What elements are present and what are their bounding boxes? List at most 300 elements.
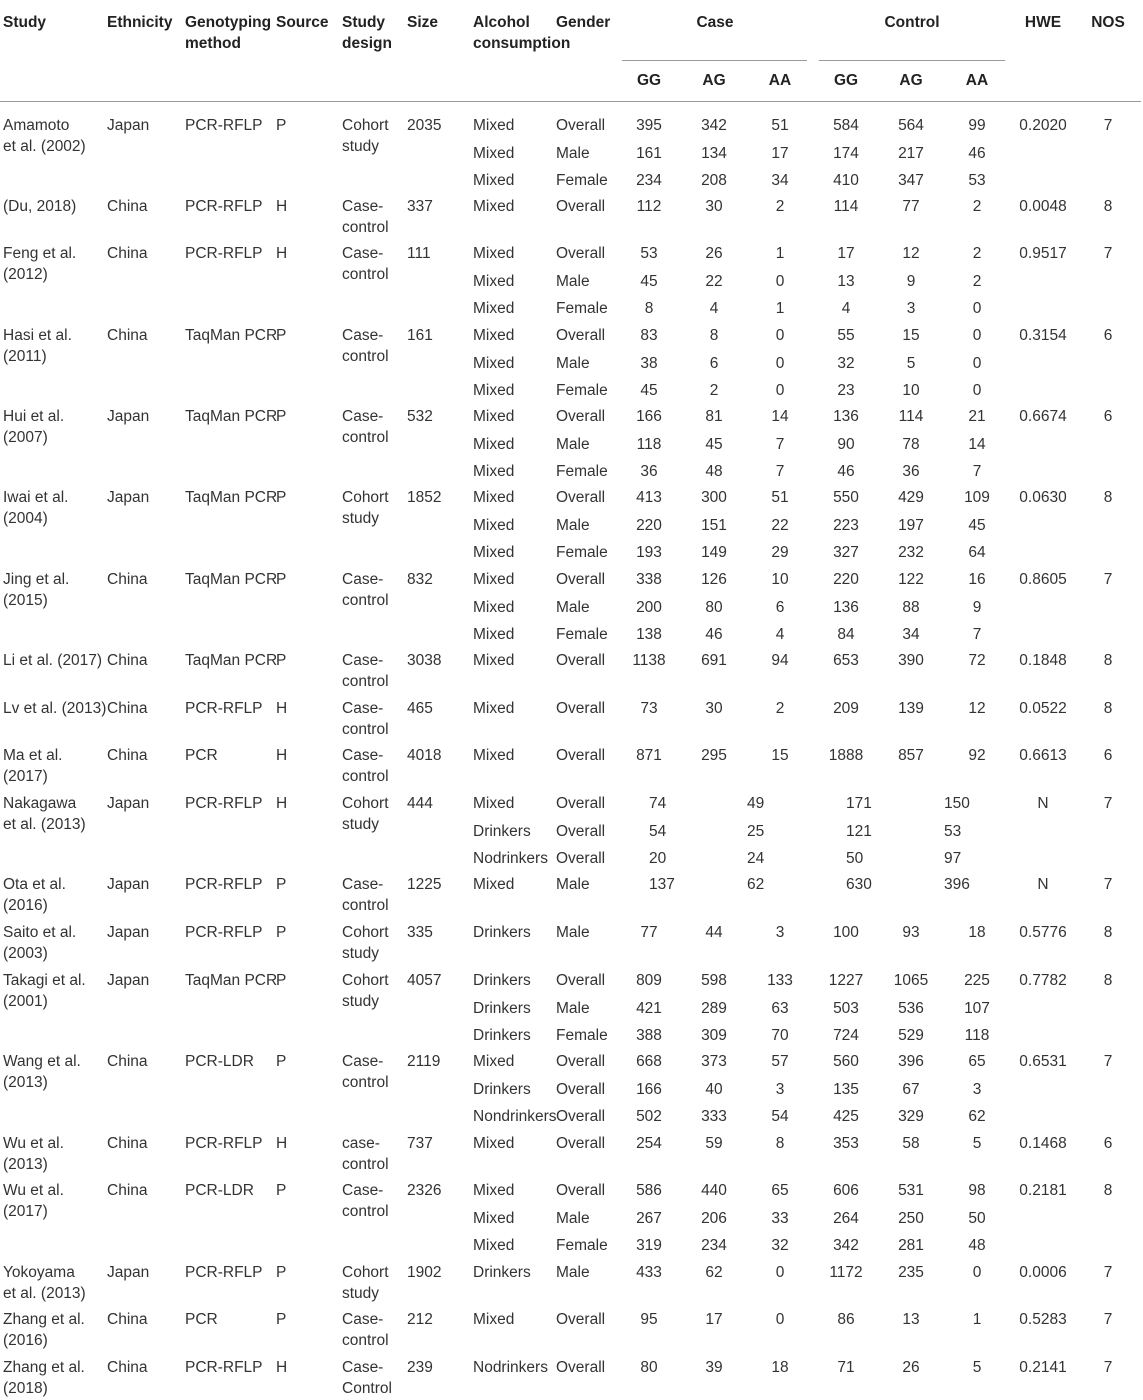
case-ag-header: AG — [702, 72, 726, 89]
case-count-cell: 77 — [640, 924, 658, 941]
gender-cell: Overall — [556, 1108, 606, 1125]
nos-cell: 7 — [1103, 1264, 1113, 1281]
study-name: Feng et al. — [3, 245, 77, 262]
nos-cell: 8 — [1103, 924, 1113, 941]
gender-cell: Male — [556, 355, 590, 372]
case-count-cell: 40 — [705, 1081, 723, 1098]
source-cell: P — [276, 972, 287, 989]
control-count-cell: 84 — [837, 626, 855, 643]
control-count-cell: 281 — [898, 1237, 924, 1254]
alcohol-cell: Drinkers — [473, 1027, 531, 1044]
control-count-cell: 12 — [968, 700, 986, 717]
case-count-cell: 395 — [636, 117, 662, 134]
hwe-cell: N — [1037, 795, 1049, 812]
study-design-cell: Case- — [342, 408, 384, 425]
case-count-cell: 161 — [636, 145, 662, 162]
gender-cell: Overall — [556, 1311, 606, 1328]
source-cell: P — [276, 876, 287, 893]
case-count-cell: 53 — [640, 245, 658, 262]
gender-cell: Male — [556, 517, 590, 534]
ethnicity-cell: Japan — [107, 876, 150, 893]
nos-cell: 7 — [1103, 571, 1113, 588]
study-design-cell: Case- — [342, 198, 384, 215]
case-count-cell: 440 — [701, 1182, 727, 1199]
size-cell: 737 — [407, 1135, 433, 1152]
control-count-cell: 109 — [964, 489, 990, 506]
control-count-cell: 86 — [837, 1311, 855, 1328]
source-cell: H — [276, 1359, 288, 1376]
col-header-control: Control — [884, 14, 940, 31]
study-design-cell: Case- — [342, 571, 384, 588]
control-count-cell: 26 — [902, 1359, 920, 1376]
gender-cell: Male — [556, 599, 590, 616]
genotyping-method-cell: PCR-RFLP — [185, 924, 263, 941]
case-count-cell: 80 — [705, 599, 723, 616]
alcohol-cell: Nodrinkers — [473, 1359, 548, 1376]
size-cell: 1225 — [407, 876, 442, 893]
ethnicity-cell: China — [107, 327, 148, 344]
study-design-cell: control — [342, 429, 389, 446]
study-name: et al. (2013) — [3, 1285, 86, 1302]
control-count-cell: 71 — [837, 1359, 855, 1376]
case-count-cell: 7 — [775, 436, 785, 453]
control-count-cell: 122 — [898, 571, 924, 588]
genotyping-method-cell: PCR-LDR — [185, 1182, 254, 1199]
ethnicity-cell: Japan — [107, 1264, 150, 1281]
case-count-cell: 80 — [640, 1359, 658, 1376]
genotyping-method-cell: PCR-RFLP — [185, 1359, 263, 1376]
study-name: (2016) — [3, 1332, 48, 1349]
genotyping-method-cell: PCR-LDR — [185, 1053, 254, 1070]
nos-cell: 6 — [1103, 1135, 1113, 1152]
control-count-cell: 23 — [837, 382, 855, 399]
alcohol-cell: Mixed — [473, 1135, 515, 1152]
ethnicity-cell: China — [107, 245, 148, 262]
hwe-cell: 0.2020 — [1019, 117, 1067, 134]
genotyping-method-cell: PCR-RFLP — [185, 700, 263, 717]
case-count-cell: 4 — [709, 300, 719, 317]
genotyping-method-cell: PCR-RFLP — [185, 1264, 263, 1281]
control-count-cell: 2 — [972, 273, 982, 290]
study-design-cell: Cohort — [342, 1264, 389, 1281]
case-count-cell: 112 — [636, 198, 662, 215]
study-design-cell: Case- — [342, 1359, 384, 1376]
col-header-study: Study — [3, 14, 47, 31]
case-count-cell: 254 — [636, 1135, 662, 1152]
case-count-cell: 118 — [636, 436, 662, 453]
alcohol-cell: Mixed — [473, 463, 515, 480]
study-design-cell: control — [342, 721, 389, 738]
study-name: Ota et al. — [3, 876, 66, 893]
case-count-cell: 14 — [771, 408, 789, 425]
col-header-alcohol-2: consumption — [473, 35, 571, 52]
case-count-cell: 17 — [705, 1311, 723, 1328]
source-cell: P — [276, 1264, 287, 1281]
gender-cell: Male — [556, 1210, 590, 1227]
control-count-cell: 857 — [898, 747, 924, 764]
control-count-cell: 48 — [968, 1237, 986, 1254]
source-cell: H — [276, 198, 288, 215]
control-count-cell: 2 — [972, 245, 982, 262]
study-name: Iwai et al. — [3, 489, 69, 506]
control-count-cell: 5 — [972, 1359, 982, 1376]
case-count-cell: 206 — [701, 1210, 727, 1227]
alcohol-cell: Mixed — [473, 300, 515, 317]
case-count-cell: 0 — [775, 327, 785, 344]
case-count-cell: 17 — [771, 145, 789, 162]
control-count-cell: 139 — [898, 700, 924, 717]
case-count-cell: 34 — [771, 172, 789, 189]
alcohol-cell: Mixed — [473, 1210, 515, 1227]
control-count-cell: 174 — [833, 145, 859, 162]
col-header-ethnicity: Ethnicity — [107, 14, 173, 31]
col-header-study-design-2: design — [342, 35, 392, 52]
study-name: Hasi et al. — [3, 327, 72, 344]
nos-cell: 7 — [1103, 117, 1113, 134]
col-header-genotyping-method-2: method — [185, 35, 241, 52]
case-count-cell: 598 — [701, 972, 727, 989]
gender-cell: Overall — [556, 117, 606, 134]
case-count-cell: 39 — [705, 1359, 723, 1376]
gender-cell: Female — [556, 463, 608, 480]
control-count-cell: 9 — [906, 273, 916, 290]
source-cell: H — [276, 1135, 288, 1152]
case-count-cell: 8 — [775, 1135, 785, 1152]
case-count-cell: 30 — [705, 198, 723, 215]
hwe-cell: 0.6674 — [1019, 408, 1067, 425]
genotyping-method-cell: PCR-RFLP — [185, 117, 263, 134]
control-count-cell: 209 — [833, 700, 859, 717]
source-cell: P — [276, 1182, 287, 1199]
size-cell: 2035 — [407, 117, 442, 134]
gender-cell: Overall — [556, 747, 606, 764]
control-count-cell: 53 — [968, 172, 986, 189]
control-count-cell: 13 — [902, 1311, 920, 1328]
gender-cell: Overall — [556, 1182, 606, 1199]
control-count-cell: 724 — [833, 1027, 859, 1044]
nos-cell: 7 — [1103, 1359, 1113, 1376]
size-cell: 2326 — [407, 1182, 442, 1199]
case-count-cell: 49 — [747, 795, 765, 812]
size-cell: 161 — [407, 327, 433, 344]
gender-cell: Male — [556, 1264, 590, 1281]
source-cell: P — [276, 571, 287, 588]
source-cell: H — [276, 245, 288, 262]
case-aa-header: AA — [768, 72, 792, 89]
study-design-cell: Control — [342, 1380, 392, 1397]
size-cell: 212 — [407, 1311, 433, 1328]
case-count-cell: 10 — [771, 571, 789, 588]
case-count-cell: 289 — [701, 1000, 727, 1017]
gender-cell: Overall — [556, 972, 606, 989]
source-cell: H — [276, 795, 288, 812]
source-cell: P — [276, 1311, 287, 1328]
case-count-cell: 0 — [775, 1311, 785, 1328]
control-count-cell: 225 — [964, 972, 990, 989]
source-cell: P — [276, 408, 287, 425]
case-count-cell: 421 — [636, 1000, 662, 1017]
control-count-cell: 550 — [833, 489, 859, 506]
genotyping-method-cell: TaqMan PCR — [185, 408, 278, 425]
col-header-nos: NOS — [1091, 14, 1125, 31]
control-count-cell: 135 — [833, 1081, 859, 1098]
control-count-cell: 5 — [972, 1135, 982, 1152]
case-count-cell: 295 — [701, 747, 727, 764]
control-count-cell: 114 — [898, 408, 924, 425]
control-count-cell: 342 — [833, 1237, 859, 1254]
alcohol-cell: Drinkers — [473, 1000, 531, 1017]
study-name: Yokoyama — [3, 1264, 75, 1281]
nos-cell: 7 — [1103, 1053, 1113, 1070]
control-count-cell: 65 — [968, 1053, 986, 1070]
control-count-cell: 653 — [833, 652, 859, 669]
ethnicity-cell: Japan — [107, 489, 150, 506]
col-header-alcohol-1: Alcohol — [473, 14, 530, 31]
case-count-cell: 25 — [747, 823, 765, 840]
case-count-cell: 151 — [701, 517, 727, 534]
gender-cell: Overall — [556, 700, 606, 717]
case-count-cell: 45 — [705, 436, 723, 453]
control-count-cell: 390 — [898, 652, 924, 669]
gender-cell: Male — [556, 1000, 590, 1017]
case-count-cell: 0 — [775, 355, 785, 372]
control-count-cell: 14 — [968, 436, 986, 453]
hwe-cell: 0.8605 — [1019, 571, 1067, 588]
case-count-cell: 309 — [701, 1027, 727, 1044]
case-count-cell: 51 — [771, 489, 789, 506]
case-count-cell: 33 — [771, 1210, 789, 1227]
control-count-cell: 36 — [902, 463, 920, 480]
control-count-cell: 10 — [902, 382, 920, 399]
case-count-cell: 95 — [640, 1311, 658, 1328]
control-count-cell: 353 — [833, 1135, 859, 1152]
case-count-cell: 0 — [775, 382, 785, 399]
gender-cell: Female — [556, 626, 608, 643]
case-count-cell: 54 — [771, 1108, 789, 1125]
control-count-cell: 264 — [833, 1210, 859, 1227]
control-count-cell: 329 — [898, 1108, 924, 1125]
control-count-cell: 50 — [968, 1210, 986, 1227]
genotyping-method-cell: TaqMan PCR — [185, 571, 278, 588]
header-bottom-rule — [0, 101, 1141, 102]
control-aa-header: AA — [965, 72, 989, 89]
control-count-cell: 410 — [833, 172, 859, 189]
control-count-cell: 1065 — [893, 972, 929, 989]
control-count-cell: 53 — [944, 823, 962, 840]
study-design-cell: study — [342, 510, 380, 527]
control-count-cell: 45 — [968, 517, 986, 534]
control-count-cell: 0 — [972, 355, 982, 372]
case-count-cell: 2 — [709, 382, 719, 399]
study-name: (2012) — [3, 266, 48, 283]
control-count-cell: 564 — [898, 117, 924, 134]
study-design-cell: Case- — [342, 245, 384, 262]
nos-cell: 8 — [1103, 1182, 1113, 1199]
nos-cell: 8 — [1103, 489, 1113, 506]
case-count-cell: 338 — [636, 571, 662, 588]
control-count-cell: 347 — [898, 172, 924, 189]
alcohol-cell: Drinkers — [473, 972, 531, 989]
alcohol-cell: Drinkers — [473, 823, 531, 840]
gender-cell: Female — [556, 1027, 608, 1044]
case-count-cell: 1138 — [632, 652, 666, 669]
case-count-cell: 63 — [771, 1000, 789, 1017]
hwe-cell: 0.3154 — [1019, 327, 1067, 344]
study-name: Lv et al. (2013) — [3, 700, 107, 717]
study-name: (2016) — [3, 897, 48, 914]
source-cell: P — [276, 327, 287, 344]
source-cell: H — [276, 747, 288, 764]
study-design-cell: study — [342, 993, 380, 1010]
alcohol-cell: Drinkers — [473, 1264, 531, 1281]
study-name: Li et al. (2017) — [3, 652, 103, 669]
control-count-cell: 107 — [964, 1000, 990, 1017]
study-design-cell: control — [342, 1203, 389, 1220]
col-header-source: Source — [276, 14, 329, 31]
case-count-cell: 137 — [649, 876, 675, 893]
col-header-size: Size — [407, 14, 439, 31]
gender-cell: Male — [556, 273, 590, 290]
case-count-cell: 83 — [640, 327, 658, 344]
hwe-cell: 0.0630 — [1019, 489, 1067, 506]
source-cell: P — [276, 489, 287, 506]
control-count-cell: 34 — [902, 626, 920, 643]
genotyping-method-cell: PCR-RFLP — [185, 795, 263, 812]
size-cell: 111 — [407, 245, 431, 262]
col-header-hwe: HWE — [1024, 14, 1062, 31]
study-design-cell: Case- — [342, 652, 384, 669]
control-count-cell: 92 — [968, 747, 986, 764]
gender-cell: Female — [556, 382, 608, 399]
study-design-cell: control — [342, 348, 389, 365]
hwe-cell: 0.2181 — [1019, 1182, 1067, 1199]
control-count-cell: 12 — [902, 245, 920, 262]
study-design-cell: study — [342, 1285, 380, 1302]
study-name: et al. (2013) — [3, 816, 86, 833]
hwe-cell: 0.6531 — [1019, 1053, 1067, 1070]
ethnicity-cell: China — [107, 1311, 148, 1328]
hwe-cell: 0.2141 — [1019, 1359, 1067, 1376]
alcohol-cell: Mixed — [473, 747, 515, 764]
case-count-cell: 51 — [771, 117, 789, 134]
alcohol-cell: Mixed — [473, 544, 515, 561]
ethnicity-cell: China — [107, 747, 148, 764]
study-name: et al. (2002) — [3, 138, 86, 155]
ethnicity-cell: China — [107, 1182, 148, 1199]
ethnicity-cell: Japan — [107, 795, 150, 812]
case-count-cell: 208 — [701, 172, 727, 189]
control-count-cell: 529 — [898, 1027, 924, 1044]
size-cell: 239 — [407, 1359, 433, 1376]
study-name: (2017) — [3, 1203, 48, 1220]
control-count-cell: 1227 — [828, 972, 864, 989]
control-count-cell: 171 — [846, 795, 872, 812]
control-count-cell: 46 — [968, 145, 986, 162]
alcohol-cell: Mixed — [473, 795, 515, 812]
study-design-cell: Case- — [342, 876, 384, 893]
control-count-cell: 78 — [902, 436, 920, 453]
case-count-cell: 126 — [701, 571, 727, 588]
gender-cell: Overall — [556, 1359, 606, 1376]
control-count-cell: 58 — [902, 1135, 920, 1152]
study-name: Zhang et al. — [3, 1311, 85, 1328]
control-count-cell: 136 — [833, 408, 859, 425]
case-count-cell: 38 — [640, 355, 658, 372]
gender-cell: Overall — [556, 327, 606, 344]
study-design-cell: study — [342, 945, 380, 962]
case-count-cell: 73 — [640, 700, 658, 717]
gender-cell: Overall — [556, 245, 606, 262]
study-design-cell: study — [342, 816, 380, 833]
control-count-cell: 16 — [968, 571, 986, 588]
control-count-cell: 606 — [833, 1182, 859, 1199]
case-count-cell: 8 — [709, 327, 719, 344]
control-count-cell: 327 — [833, 544, 859, 561]
ethnicity-cell: China — [107, 198, 148, 215]
case-count-cell: 809 — [636, 972, 662, 989]
genotyping-method-cell: TaqMan PCR — [185, 489, 278, 506]
case-count-cell: 138 — [636, 626, 662, 643]
study-name: (2013) — [3, 1156, 48, 1173]
control-count-cell: 21 — [968, 408, 986, 425]
study-name: (2001) — [3, 993, 48, 1010]
control-count-cell: 503 — [833, 1000, 859, 1017]
case-count-cell: 166 — [636, 408, 662, 425]
size-cell: 335 — [407, 924, 433, 941]
gender-cell: Male — [556, 924, 590, 941]
alcohol-cell: Mixed — [473, 117, 515, 134]
ethnicity-cell: Japan — [107, 924, 150, 941]
nos-cell: 6 — [1103, 747, 1113, 764]
study-design-cell: Case- — [342, 700, 384, 717]
case-count-cell: 388 — [636, 1027, 662, 1044]
study-design-cell: Cohort — [342, 795, 389, 812]
control-count-cell: 97 — [944, 850, 962, 867]
study-design-cell: control — [342, 592, 389, 609]
alcohol-cell: Mixed — [473, 145, 515, 162]
alcohol-cell: Mixed — [473, 327, 515, 344]
gender-cell: Male — [556, 436, 590, 453]
case-count-cell: 2 — [775, 198, 785, 215]
control-count-cell: 46 — [837, 463, 855, 480]
nos-cell: 7 — [1103, 245, 1113, 262]
gender-cell: Overall — [556, 850, 606, 867]
ethnicity-cell: China — [107, 700, 148, 717]
study-name: (2011) — [3, 348, 47, 365]
case-count-cell: 62 — [747, 876, 765, 893]
study-name: Ma et al. — [3, 747, 63, 764]
alcohol-cell: Mixed — [473, 1053, 515, 1070]
ethnicity-cell: China — [107, 652, 148, 669]
genotyping-method-cell: PCR-RFLP — [185, 198, 263, 215]
case-count-cell: 149 — [701, 544, 727, 561]
alcohol-cell: Drinkers — [473, 1081, 531, 1098]
case-count-cell: 413 — [636, 489, 662, 506]
alcohol-cell: Nodrinkers — [473, 850, 548, 867]
control-ag-header: AG — [899, 72, 923, 89]
case-count-cell: 668 — [636, 1053, 662, 1070]
study-design-cell: case- — [342, 1135, 380, 1152]
case-count-cell: 46 — [705, 626, 723, 643]
study-design-cell: control — [342, 1156, 389, 1173]
control-count-cell: 250 — [898, 1210, 924, 1227]
gender-cell: Overall — [556, 408, 606, 425]
alcohol-cell: Nondrinkers — [473, 1108, 557, 1125]
case-count-cell: 57 — [771, 1053, 789, 1070]
control-count-cell: 13 — [837, 273, 855, 290]
size-cell: 337 — [407, 198, 433, 215]
gender-cell: Overall — [556, 1135, 606, 1152]
